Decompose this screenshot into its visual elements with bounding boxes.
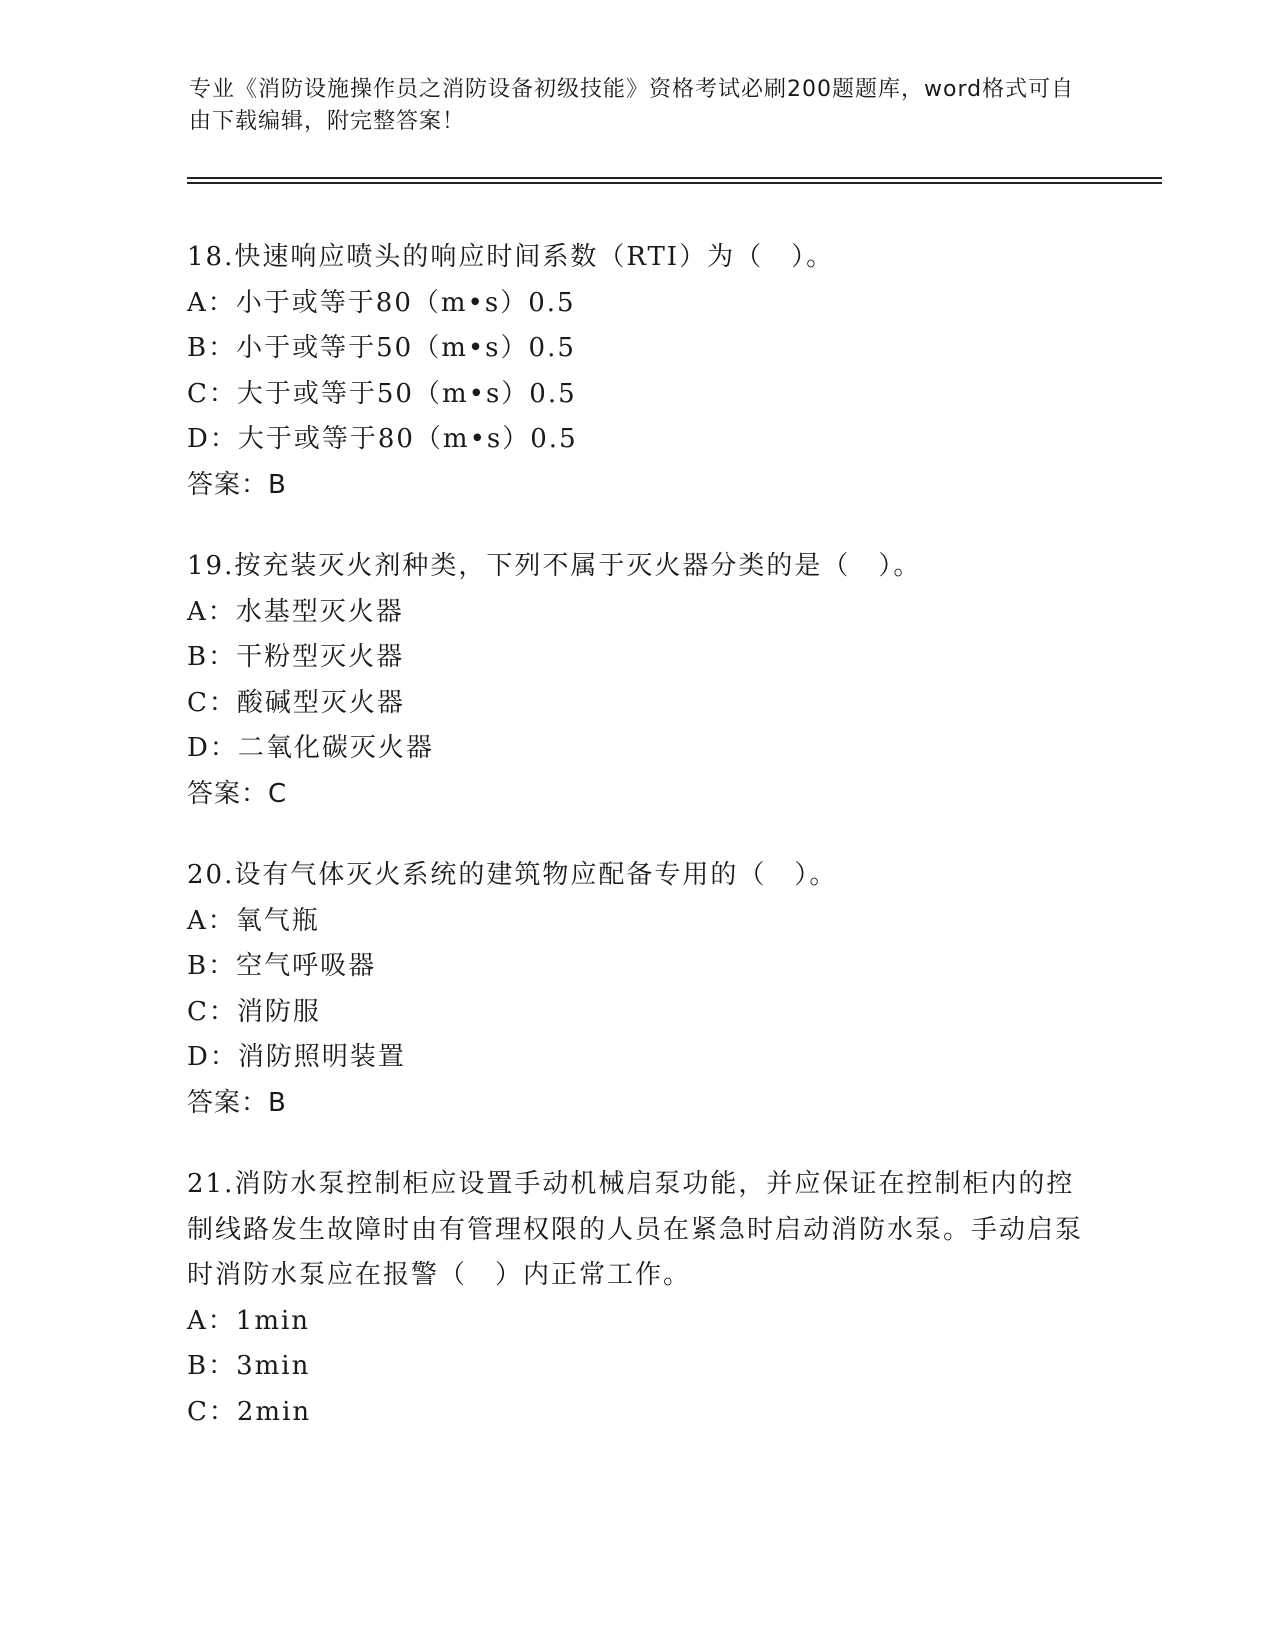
question-list: [187, 235, 1087, 1471]
question-stem: 19.按充装灭火剂种类，下列不属于灭火器分类的是（ ）。: [187, 551, 922, 581]
option-d: D：大于或等于80（m•s）0.5: [187, 424, 578, 454]
option-a: A：氧气瓶: [187, 905, 320, 936]
option-d: D：二氧化碳灭火器: [187, 733, 434, 763]
question-18: [187, 235, 1087, 508]
option-b: B：空气呼吸器: [187, 951, 377, 981]
answer: 答案：B: [187, 1087, 287, 1118]
option-b: B：小于或等于50（m•s）0.5: [187, 333, 576, 363]
header-rule-bottom: [187, 182, 1162, 184]
option-a: A：1min: [187, 1305, 311, 1336]
option-d: D：消防照明装置: [187, 1042, 406, 1072]
question-stem: 21.消防水泵控制柜应设置手动机械启泵功能，并应保证在控制柜内的控制线路发生故障时由有管理权限的人员在紧急时启动消防水泵。手动启泵时消防水泵应在报警（ ）内正常工作。: [187, 1169, 1084, 1290]
document-header: 专业《消防设施操作员之消防设备初级技能》资格考试必刷200题题库，word格式可自由下载编辑，附完整答案！: [189, 77, 1075, 134]
answer: 答案：B: [187, 469, 287, 500]
option-c: C：大于或等于50（m•s）0.5: [187, 378, 577, 409]
question-20: [187, 853, 1087, 1126]
option-c: C：酸碱型灭火器: [187, 687, 405, 718]
header-rule-top: [187, 177, 1162, 179]
option-c: C：2min: [187, 1396, 312, 1427]
option-c: C：消防服: [187, 996, 321, 1027]
question-19: [187, 544, 1087, 817]
question-stem: 18.快速响应喷头的响应时间系数（RTI）为（ ）。: [187, 242, 835, 272]
option-a: A：小于或等于80（m•s）0.5: [187, 287, 576, 318]
question-21: [187, 1162, 1087, 1435]
option-b: B：干粉型灭火器: [187, 642, 405, 672]
question-stem: 20.设有气体灭火系统的建筑物应配备专用的（ ）。: [187, 860, 838, 890]
option-b: B：3min: [187, 1351, 311, 1381]
answer: 答案：C: [187, 778, 288, 809]
option-a: A：水基型灭火器: [187, 596, 404, 627]
